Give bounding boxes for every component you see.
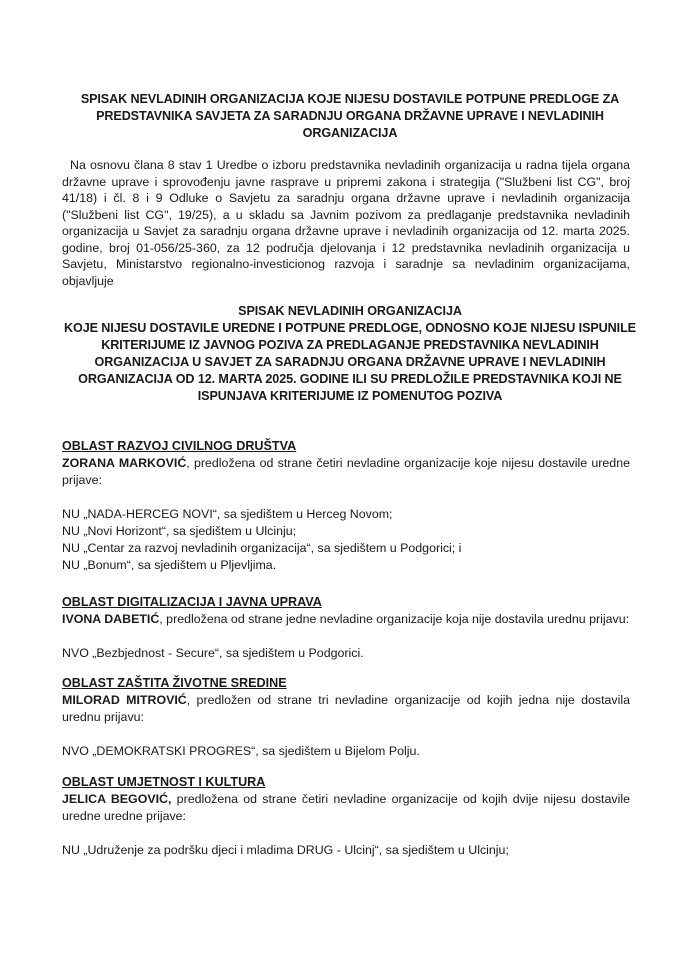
list-subtitle: [60, 303, 640, 405]
section-razvoj-civilnog-drustva: [62, 438, 630, 574]
organization-item: NU „Novi Horizont“, sa sjedištem u Ulcinju;: [62, 524, 297, 538]
section-digitalizacija-javna-uprava: [62, 594, 630, 662]
organization-item: NVO „Bezbjednost - Secure“, sa sjedištem u Podgorici.: [62, 646, 364, 660]
section-heading: OBLAST RAZVOJ CIVILNOG DRUŠTVA: [62, 439, 297, 453]
nominee-description: predložena od strane četiri nevladine organizacije od kojih dvije nijesu dostavile uredne uredne prijave:: [62, 792, 630, 823]
document-title: SPISAK NEVLADINIH ORGANIZACIJA KOJE NIJESU DOSTAVILE POTPUNE PREDLOGE ZA PREDSTAVNIKA SAVJETA ZA SARADNJU ORGANA DRŽAVNE UPRAVE I NEVLADINIH ORGANIZACIJA: [80, 92, 620, 140]
organization-item: NU „Centar za razvoj nevladinih organizacija“, sa sjedištem u Podgorici; i: [62, 541, 462, 555]
nominee-name: IVONA DABETIĆ: [62, 612, 160, 626]
organization-list: [62, 842, 630, 859]
subtitle-line: KOJE NIJESU DOSTAVILE UREDNE I POTPUNE PREDLOGE, ODNOSNO KOJE NIJESU ISPUNILE KRITERIJUME IZ JAVNOG POZIVA ZA PREDLAGANJE PREDSTAVNIKA NEVLADINIH ORGANIZACIJA U SAVJET ZA SARADNJU ORGANA DRŽAVNE UPRAVE I NEVLADINIH ORGANIZACIJA OD 12. MARTA 2025. GODINE ILI SU PREDLOŽILE PREDSTAVNIKA KOJI NE ISPUNJAVA KRITERIJUME IZ POMENUTOG POZIVA: [64, 321, 636, 403]
intro-paragraph: Na osnovu člana 8 stav 1 Uredbe o izboru predstavnika nevladinih organizacija u radna tijela organa državne uprave i sprovođenju javne rasprave u pripremi zakona i strategija ("Službeni list CG", broj 41/18) i čl. 8 i 9 Odluke o Savjetu za saradnju organa državne uprave i nevladinih organizacija ("Službeni list CG", 19/25), a u skladu sa Javnim pozivom za predlaganje predstavnika nevladinih organizacija u Savjet za saradnju organa državne uprave i nevladinih organizacija od 12. marta 2025. godine, broj 01-056/25-360, za 12 područja djelovanja i 12 predstavnika nevladinih organizacija u Savjetu, Ministarstvo regionalno-investicionog razvoja i saradnje sa nevladinim organizacijama, objavljuje: [62, 158, 630, 288]
organization-list: [62, 645, 630, 662]
organization-item: NU „Bonum“, sa sjedištem u Pljevljima.: [62, 558, 277, 572]
nominee-description: , predložen od strane tri nevladine organizacije od kojih jedna nije dostavila urednu prijavu:: [62, 693, 630, 724]
section-umjetnost-kultura: [62, 774, 630, 859]
organization-item: NVO „DEMOKRATSKI PROGRES“, sa sjedištem u Bijelom Polju.: [62, 744, 420, 758]
nominee-description: , predložena od strane jedne nevladine organizacije koja nije dostavila urednu prijavu:: [159, 612, 630, 626]
nominee-line: [62, 611, 630, 628]
section-zastita-zivotne-sredine: [62, 675, 630, 760]
nominee-description: , predložena od strane četiri nevladine organizacije koje nijesu dostavile uredne prijave:: [62, 456, 630, 487]
nominee-name: ZORANA MARKOVIĆ: [62, 456, 187, 470]
organization-item: NU „Udruženje za podršku djeci i mladima DRUG - Ulcinj“, sa sjedištem u Ulcinju;: [62, 843, 509, 857]
nominee-line: [62, 791, 630, 825]
organization-list: [62, 506, 630, 574]
nominee-line: [62, 455, 630, 489]
section-heading: OBLAST UMJETNOST I KULTURA: [62, 775, 266, 789]
organization-item: NU „NADA-HERCEG NOVI“, sa sjedištem u Herceg Novom;: [62, 507, 393, 521]
nominee-name: JELICA BEGOVIĆ,: [62, 792, 172, 806]
section-heading: OBLAST DIGITALIZACIJA I JAVNA UPRAVA: [62, 595, 322, 609]
section-heading: OBLAST ZAŠTITA ŽIVOTNE SREDINE: [62, 676, 287, 690]
subtitle-line: SPISAK NEVLADINIH ORGANIZACIJA: [238, 304, 462, 318]
nominee-name: MILORAD MITROVIĆ: [62, 693, 187, 707]
organization-list: [62, 743, 630, 760]
nominee-line: [62, 692, 630, 726]
